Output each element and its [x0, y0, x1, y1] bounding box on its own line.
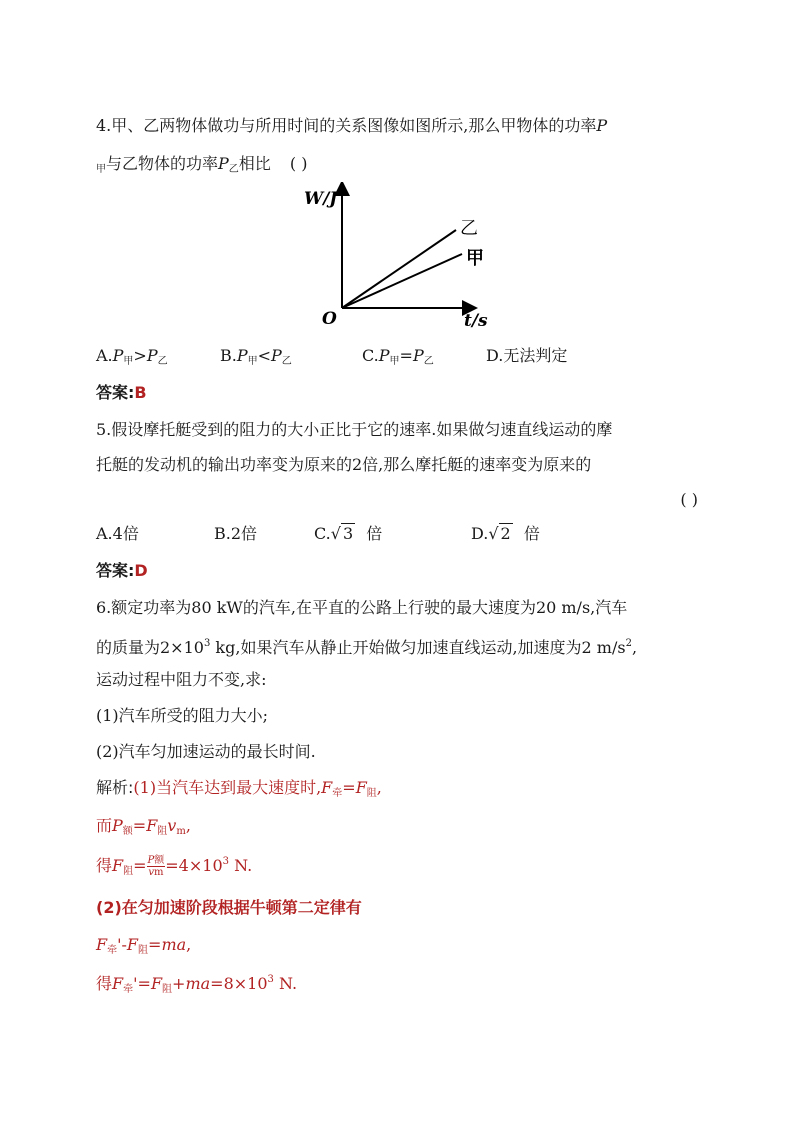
solution-line-5: $F_牵'-F_阻=ma$, — [96, 935, 192, 956]
solution-line-4: (2)在匀加速阶段根据牛顿第二定律有 — [96, 898, 362, 917]
q5-answer: 答案:D — [96, 561, 148, 580]
q5-line-2: 托艇的发动机的输出功率变为原来的2倍,那么摩托艇的速率变为原来的 — [96, 455, 592, 474]
q4-line-2: $_甲$与乙物体的功率$P_乙$相比 ( ) — [96, 154, 308, 175]
solution-line-2: 而$P_额=F_阻v_m$, — [96, 816, 191, 837]
x-axis-label: t/s — [464, 311, 488, 331]
work-time-graph — [300, 182, 500, 332]
line-jia — [342, 254, 462, 308]
q5-option-d[interactable]: D.√ 2 倍 — [471, 524, 540, 543]
solution-line-6: 得$F_牵'=F_阻+ma=8\times 10^3$ N. — [96, 974, 298, 995]
q5-line-1: 5.假设摩托艇受到的阻力的大小正比于它的速率.如果做匀速直线运动的摩 — [96, 420, 613, 439]
q4-answer: 答案:B — [96, 383, 147, 402]
q5-option-b[interactable]: B.2倍 — [214, 524, 258, 543]
q6-part-1: (1)汽车所受的阻力大小; — [96, 706, 269, 725]
q4-line-1: 4.甲、乙两物体做功与所用时间的关系图像如图所示,那么甲物体的功率P — [96, 116, 608, 135]
origin-label: O — [322, 309, 337, 329]
solution-line-3: 得$F_阻=$ $\frac{\text{P额}}{vm}$ $=4\times 10^3$ N. — [96, 855, 253, 878]
sqrt-3: √ 3 — [330, 524, 354, 543]
line-jia-label: 甲 — [466, 248, 484, 269]
q5-option-a[interactable]: A.4倍 — [96, 524, 139, 543]
q6-line-1: 6.额定功率为80 kW的汽车,在平直的公路上行驶的最大速度为20 m/s,汽车 — [96, 598, 628, 617]
q6-part-2: (2)汽车匀加速运动的最长时间. — [96, 742, 316, 761]
line-yi-label: 乙 — [460, 218, 478, 239]
q6-line-3: 运动过程中阻力不变,求: — [96, 670, 267, 689]
power-over-velocity-fraction: $\frac{\text{P额}}{vm}$ — [147, 855, 165, 878]
q5-option-c[interactable]: C.√ 3 倍 — [314, 524, 383, 543]
line-yi — [342, 230, 456, 308]
q4-option-c[interactable]: $C.P_甲=P_乙$ — [362, 346, 434, 367]
q4-option-b[interactable]: $B.P_甲<P_乙$ — [220, 346, 292, 367]
q4-option-d[interactable]: D.无法判定 — [486, 346, 568, 365]
solution-line-1: 解析:(1)当汽车达到最大速度时$,F_牵=F_阻$, — [96, 778, 382, 799]
q6-line-2: 的质量为$2\times 10^3$ kg,如果汽车从静止开始做匀加速直线运动,加速度为2 $m/s^2$, — [96, 638, 638, 657]
y-axis-label: W/J — [304, 189, 338, 209]
sqrt-2: √ 2 — [488, 524, 511, 543]
q5-paren: ( ) — [680, 490, 698, 509]
q4-option-a[interactable]: $A.P_甲>P_乙$ — [96, 346, 168, 367]
